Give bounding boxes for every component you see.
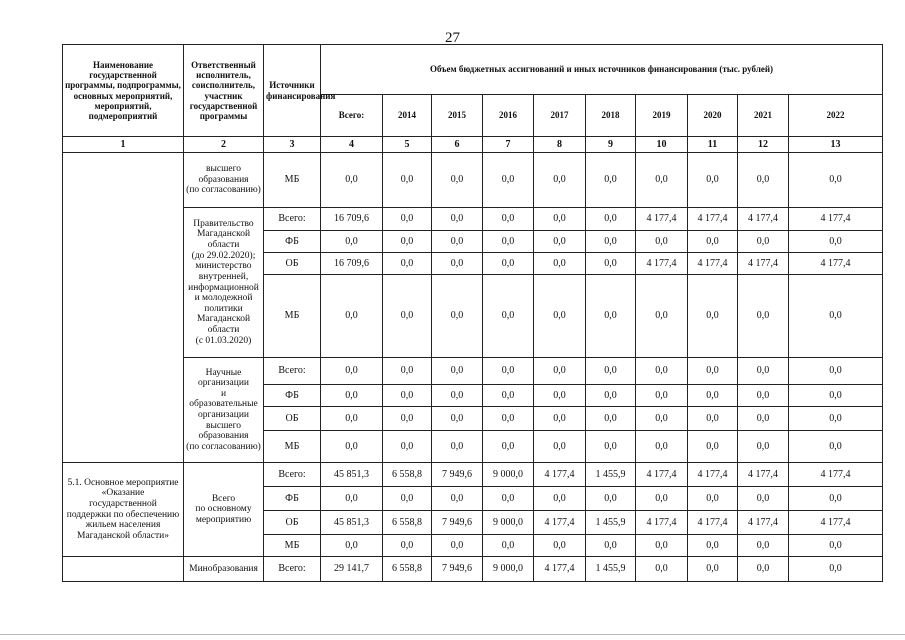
value-cell: 0,0 [586,208,636,231]
column-index-cell: 9 [586,137,636,153]
column-index-cell: 1 [63,137,184,153]
header-year: 2018 [586,95,636,137]
table-body [63,137,883,582]
program-name-cell [63,153,184,463]
value-cell: 0,0 [383,535,432,557]
column-index-cell: 4 [321,137,383,153]
value-cell: 4 177,4 [738,463,789,487]
value-cell: 0,0 [383,153,432,208]
value-cell: 0,0 [432,358,483,385]
value-cell: 4 177,4 [688,511,738,535]
value-cell: 0,0 [636,275,688,358]
value-cell: 0,0 [738,358,789,385]
value-cell: 0,0 [534,153,586,208]
column-index-cell: 3 [264,137,321,153]
value-cell: 0,0 [534,208,586,231]
value-cell: 7 949,6 [432,511,483,535]
funding-source-cell: Всего: [264,358,321,385]
header-responsible: Ответственный исполнитель, соисполнитель, участник государственной программы [184,45,264,137]
value-cell: 4 177,4 [636,253,688,275]
header-name: Наименование государственной программы, подпрограммы, основных мероприятий, мероприятий, подмероприятий [63,45,184,137]
budget-table [62,44,883,582]
value-cell: 4 177,4 [534,463,586,487]
value-cell: 0,0 [636,487,688,511]
value-cell: 4 177,4 [738,253,789,275]
value-cell: 0,0 [383,358,432,385]
column-index-cell: 8 [534,137,586,153]
value-cell: 6 558,8 [383,511,432,535]
value-cell: 0,0 [321,153,383,208]
value-cell: 0,0 [586,385,636,407]
value-cell: 0,0 [432,487,483,511]
value-cell: 0,0 [321,385,383,407]
value-cell: 0,0 [789,431,883,463]
value-cell: 0,0 [534,407,586,431]
value-cell: 0,0 [688,557,738,582]
table-row [63,153,883,208]
value-cell: 0,0 [534,385,586,407]
value-cell: 0,0 [688,358,738,385]
value-cell: 0,0 [738,275,789,358]
value-cell: 0,0 [534,535,586,557]
value-cell: 4 177,4 [738,511,789,535]
value-cell: 0,0 [534,358,586,385]
header-year: 2019 [636,95,688,137]
value-cell: 0,0 [636,407,688,431]
value-cell: 0,0 [789,487,883,511]
value-cell: 0,0 [789,358,883,385]
value-cell: 6 558,8 [383,557,432,582]
value-cell: 0,0 [321,431,383,463]
value-cell: 0,0 [483,358,534,385]
column-index-cell: 11 [688,137,738,153]
funding-source-cell: МБ [264,275,321,358]
funding-source-cell: ФБ [264,231,321,253]
responsible-cell: высшего образования (по согласованию) [184,153,264,208]
value-cell: 4 177,4 [636,208,688,231]
value-cell: 0,0 [586,275,636,358]
value-cell: 0,0 [586,253,636,275]
header-year: 2016 [483,95,534,137]
value-cell: 0,0 [383,231,432,253]
column-index-cell: 6 [432,137,483,153]
value-cell: 0,0 [586,535,636,557]
value-cell: 4 177,4 [789,208,883,231]
value-cell: 0,0 [738,557,789,582]
value-cell: 0,0 [383,385,432,407]
value-cell: 0,0 [789,535,883,557]
value-cell: 0,0 [321,358,383,385]
value-cell: 0,0 [688,385,738,407]
program-name-cell [63,557,184,582]
value-cell: 16 709,6 [321,208,383,231]
header-year: 2022 [789,95,883,137]
value-cell: 29 141,7 [321,557,383,582]
value-cell: 1 455,9 [586,511,636,535]
value-cell: 0,0 [586,231,636,253]
value-cell: 0,0 [534,487,586,511]
value-cell: 0,0 [321,535,383,557]
value-cell: 4 177,4 [688,208,738,231]
column-index-cell: 7 [483,137,534,153]
value-cell: 0,0 [483,535,534,557]
value-cell: 0,0 [534,431,586,463]
value-cell: 0,0 [688,487,738,511]
header-volume: Объем бюджетных ассигнований и иных источников финансирования (тыс. рублей) [321,45,883,95]
column-index-cell: 12 [738,137,789,153]
value-cell: 0,0 [586,358,636,385]
value-cell: 4 177,4 [738,208,789,231]
funding-source-cell: МБ [264,431,321,463]
funding-source-cell: МБ [264,535,321,557]
value-cell: 0,0 [383,208,432,231]
value-cell: 0,0 [636,153,688,208]
value-cell: 4 177,4 [688,463,738,487]
value-cell: 0,0 [636,431,688,463]
value-cell: 4 177,4 [789,463,883,487]
value-cell: 4 177,4 [688,253,738,275]
value-cell: 0,0 [432,535,483,557]
table-row [63,358,883,385]
value-cell: 0,0 [789,407,883,431]
value-cell: 6 558,8 [383,463,432,487]
header-year: 2020 [688,95,738,137]
value-cell: 0,0 [483,153,534,208]
value-cell: 0,0 [738,407,789,431]
value-cell: 0,0 [534,231,586,253]
value-cell: 7 949,6 [432,557,483,582]
value-cell: 9 000,0 [483,511,534,535]
value-cell: 0,0 [383,407,432,431]
header-sources: Источники финансирования [264,45,321,137]
value-cell: 9 000,0 [483,557,534,582]
responsible-cell: Научные организации и образовательные организации высшего образования (по согласованию) [184,358,264,463]
value-cell: 4 177,4 [534,557,586,582]
funding-source-cell: ФБ [264,487,321,511]
header-total: Всего: [321,95,383,137]
funding-source-cell: Всего: [264,557,321,582]
value-cell: 0,0 [636,557,688,582]
column-index-cell: 10 [636,137,688,153]
header-year: 2015 [432,95,483,137]
value-cell: 0,0 [534,275,586,358]
responsible-cell: Всего по основному мероприятию [184,463,264,557]
value-cell: 0,0 [321,231,383,253]
funding-source-cell: ОБ [264,511,321,535]
header-year: 2014 [383,95,432,137]
value-cell: 0,0 [789,231,883,253]
value-cell: 0,0 [383,253,432,275]
value-cell: 0,0 [383,275,432,358]
value-cell: 1 455,9 [586,557,636,582]
header-year: 2021 [738,95,789,137]
value-cell: 0,0 [789,275,883,358]
value-cell: 0,0 [636,358,688,385]
value-cell: 0,0 [432,407,483,431]
value-cell: 0,0 [534,253,586,275]
funding-source-cell: Всего: [264,463,321,487]
value-cell: 0,0 [483,208,534,231]
value-cell: 4 177,4 [636,511,688,535]
value-cell: 0,0 [688,231,738,253]
value-cell: 0,0 [483,253,534,275]
table-row [63,557,883,582]
value-cell: 0,0 [383,487,432,511]
value-cell: 0,0 [636,385,688,407]
value-cell: 0,0 [432,208,483,231]
value-cell: 0,0 [586,407,636,431]
value-cell: 9 000,0 [483,463,534,487]
value-cell: 0,0 [321,407,383,431]
value-cell: 0,0 [738,487,789,511]
column-index-cell: 2 [184,137,264,153]
value-cell: 45 851,3 [321,511,383,535]
value-cell: 0,0 [383,431,432,463]
header-year: 2017 [534,95,586,137]
responsible-cell: Правительство Магаданской области (до 29.02.2020); министерство внутренней, информационной и молодежной политики Магаданской области (с 01.03.2020) [184,208,264,358]
value-cell: 0,0 [688,407,738,431]
value-cell: 0,0 [483,407,534,431]
value-cell: 0,0 [789,385,883,407]
page-number: 27 [445,30,460,46]
value-cell: 0,0 [738,231,789,253]
funding-source-cell: ОБ [264,407,321,431]
page-edge [0,634,905,635]
value-cell: 0,0 [483,385,534,407]
value-cell: 0,0 [432,253,483,275]
value-cell: 1 455,9 [586,463,636,487]
value-cell: 0,0 [432,153,483,208]
value-cell: 0,0 [688,535,738,557]
value-cell: 4 177,4 [789,253,883,275]
column-index-cell: 13 [789,137,883,153]
column-index-row [63,137,883,153]
responsible-cell: Минобразования [184,557,264,582]
value-cell: 0,0 [483,431,534,463]
funding-source-cell: МБ [264,153,321,208]
table-row [63,208,883,231]
value-cell: 0,0 [432,385,483,407]
value-cell: 0,0 [738,153,789,208]
value-cell: 0,0 [789,557,883,582]
program-name-cell: 5.1. Основное мероприятие «Оказание государственной поддержки по обеспечению жильем населения Магаданской области» [63,463,184,557]
value-cell: 0,0 [432,431,483,463]
value-cell: 0,0 [483,487,534,511]
funding-source-cell: ОБ [264,253,321,275]
value-cell: 0,0 [483,275,534,358]
value-cell: 0,0 [636,535,688,557]
value-cell: 0,0 [432,275,483,358]
table-row [63,463,883,487]
value-cell: 0,0 [688,153,738,208]
funding-source-cell: ФБ [264,385,321,407]
value-cell: 0,0 [483,231,534,253]
value-cell: 0,0 [586,431,636,463]
value-cell: 4 177,4 [789,511,883,535]
value-cell: 0,0 [688,431,738,463]
value-cell: 7 949,6 [432,463,483,487]
value-cell: 0,0 [636,231,688,253]
value-cell: 0,0 [738,535,789,557]
value-cell: 16 709,6 [321,253,383,275]
value-cell: 45 851,3 [321,463,383,487]
value-cell: 0,0 [321,275,383,358]
value-cell: 0,0 [321,487,383,511]
value-cell: 4 177,4 [636,463,688,487]
value-cell: 0,0 [432,231,483,253]
value-cell: 0,0 [586,153,636,208]
value-cell: 0,0 [789,153,883,208]
funding-source-cell: Всего: [264,208,321,231]
value-cell: 4 177,4 [534,511,586,535]
column-index-cell: 5 [383,137,432,153]
value-cell: 0,0 [738,431,789,463]
value-cell: 0,0 [738,385,789,407]
value-cell: 0,0 [586,487,636,511]
value-cell: 0,0 [688,275,738,358]
